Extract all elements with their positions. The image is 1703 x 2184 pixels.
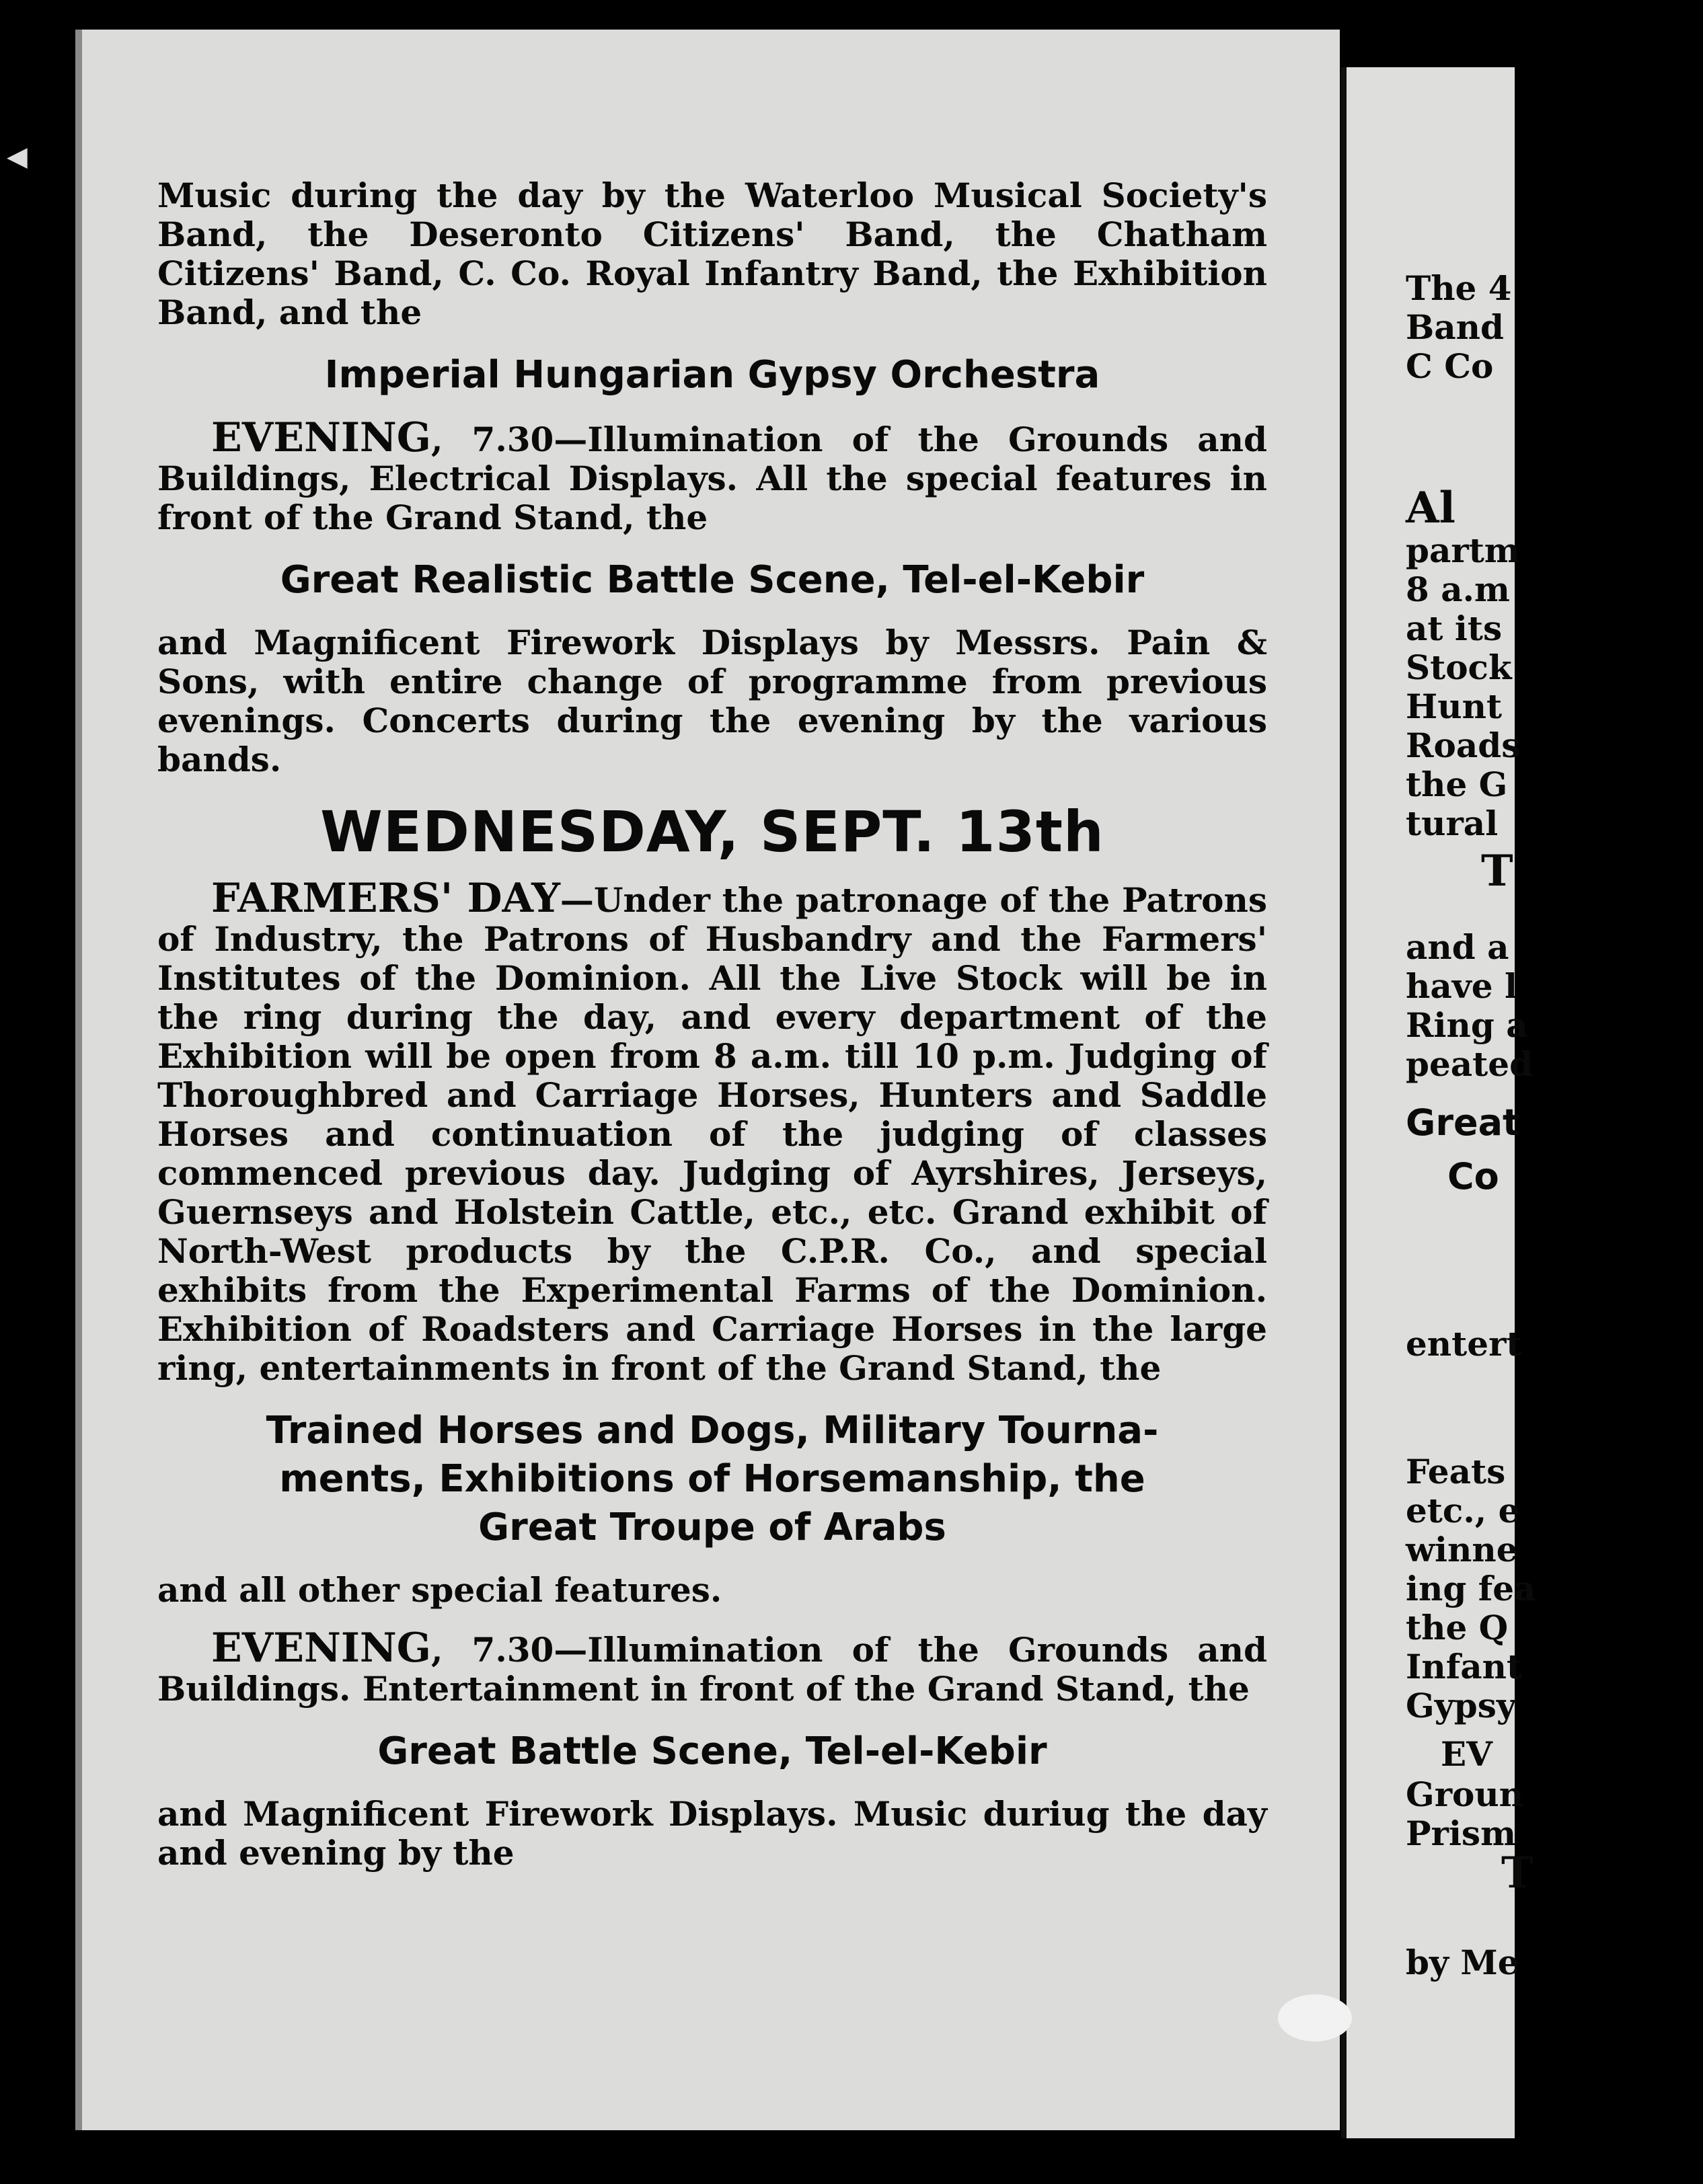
right-line: Gypsy	[1406, 1686, 1516, 1725]
right-ev	[1441, 1735, 1642, 1774]
right-line: tural	[1406, 804, 1499, 843]
farmers-text: —Under the patronage of the Patrons of Industry, the Patrons of Husbandry and the Farmers' Institutes of the Dominion. All the Live Stock will be in the ring during the day, and every department of the Exhibition will be open from 8 a.m. till 10 p.m. Judging of Thoroughbred and Carriage Horses, Hunters and Saddle Horses and continuation of the judging of classes commenced previous day. Judging of Ayrshires, Jerseys, Guernseys and Holstein Cattle, etc., etc. Grand exhibit of North-West products by the C.P.R. Co., and special exhibits from the Experimental Farms of the Dominion. Exhibition of Roadsters and Carriage Horses in the large ring, entertainments in front of the Grand Stand, the	[157, 880, 1267, 1388]
right-page	[1341, 67, 1536, 2138]
right-line: Groun	[1406, 1774, 1524, 1814]
right-line: etc., e	[1406, 1491, 1520, 1530]
right-line: by Me	[1406, 1943, 1519, 1982]
right-line: Band	[1406, 307, 1504, 347]
farmers-day-paragraph	[157, 875, 1267, 1388]
right-co	[1447, 1157, 1649, 1197]
final-paragraph: and Magnificent Firework Displays. Music duriug the day and evening by the	[157, 1794, 1267, 1873]
paper-spot	[1278, 1994, 1352, 2041]
right-big-a	[1406, 484, 1607, 533]
battle-scene-line-1: Great Realistic Battle Scene, Tel-el-Kebir	[280, 558, 1145, 602]
right-line: entert	[1406, 1324, 1522, 1364]
right-line: Ring a	[1406, 1005, 1528, 1045]
wednesday-heading: WEDNESDAY, SEPT. 13th	[320, 799, 1104, 865]
right-line: the G	[1406, 765, 1508, 804]
right-block-4	[1406, 1452, 1607, 1725]
right-line: have l	[1406, 966, 1518, 1006]
trained-horses-line-1: Trained Horses and Dogs, Military Tourna-	[266, 1409, 1159, 1452]
right-block-1	[1406, 269, 1607, 386]
other-features-line: and all other special features.	[157, 1570, 722, 1610]
evening-lead: EVENING	[211, 1625, 432, 1672]
right-line: at its	[1406, 609, 1503, 648]
right-big-t-1	[1481, 847, 1683, 896]
trained-horses-line-2: ments, Exhibitions of Horsemanship, the	[279, 1457, 1145, 1501]
right-line: Roads	[1406, 726, 1521, 765]
music-paragraph: Music during the day by the Waterloo Musical Society's Band, the Deseronto Citizens' Band, the Chatham Citizens' Band, C. Co. Royal Infantry Band, the Exhibition Band, and the	[157, 176, 1267, 332]
right-line: partm	[1406, 531, 1520, 570]
right-big-letter: Al	[1406, 483, 1455, 533]
evening-lead: EVENING	[211, 414, 432, 461]
right-sans-line: Great	[1406, 1101, 1520, 1144]
right-line: and a	[1406, 927, 1509, 967]
orchestra-line: Imperial Hungarian Gypsy Orchestra	[324, 353, 1100, 397]
right-big-letter: T	[1501, 1848, 1534, 1898]
right-line: 8 a.m	[1406, 570, 1510, 609]
firework-paragraph: and Magnificent Firework Displays by Messrs. Pain & Sons, with entire change of programme from previous evenings. Concerts during the evening by the various bands.	[157, 623, 1267, 779]
evening-text: , 7.30—Illumination of the Grounds and Buildings. Entertainment in front of the Grand Stand, the	[157, 1630, 1267, 1709]
right-line: the Q	[1406, 1608, 1509, 1647]
right-block-5	[1406, 1775, 1607, 1853]
right-line: EV	[1441, 1734, 1492, 1774]
right-sans-line: Co	[1447, 1155, 1499, 1198]
right-line: Infant	[1406, 1647, 1523, 1686]
right-line: winne	[1406, 1530, 1518, 1569]
right-line: ing fea	[1406, 1569, 1536, 1608]
right-great	[1406, 1103, 1607, 1143]
right-big-letter: T	[1481, 846, 1513, 896]
battle-scene-line-2: Great Battle Scene, Tel-el-Kebir	[377, 1729, 1047, 1773]
right-line: Stock	[1406, 648, 1512, 687]
right-block-3	[1406, 928, 1607, 1084]
evening-text: , 7.30—Illumination of the Grounds and Buildings, Electrical Displays. All the special features in front of the Grand Stand, the	[157, 420, 1267, 537]
right-big-t-2	[1501, 1849, 1703, 1898]
right-line: peated	[1406, 1044, 1534, 1084]
arabs-line: Great Troupe of Arabs	[478, 1506, 946, 1549]
right-line: Feats	[1406, 1452, 1506, 1491]
evening-paragraph-1	[157, 414, 1267, 537]
margin-mark-icon: ◀	[7, 141, 28, 172]
right-block-2	[1406, 531, 1607, 843]
right-line: Hunt	[1406, 687, 1503, 726]
right-by-me	[1406, 1943, 1607, 1982]
left-column	[157, 176, 1267, 1892]
evening-paragraph-2	[157, 1625, 1267, 1709]
right-line: The 4	[1406, 268, 1512, 308]
farmers-lead: FARMERS' DAY	[211, 875, 560, 922]
right-line: C Co	[1406, 346, 1494, 386]
right-line: Prism	[1406, 1814, 1516, 1853]
right-entert	[1406, 1325, 1607, 1364]
